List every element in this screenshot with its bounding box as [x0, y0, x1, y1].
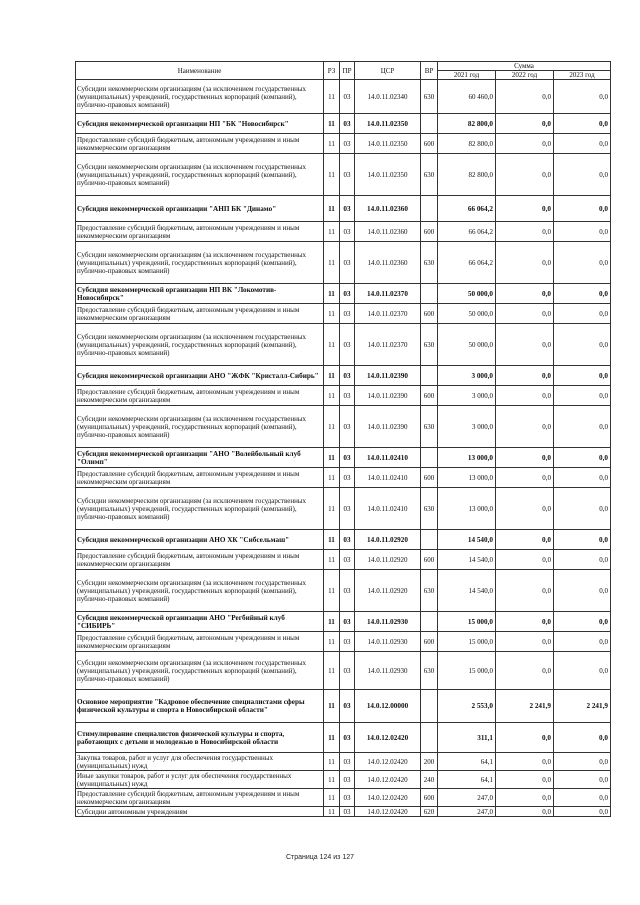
cell-csr: 14.0.11.02410 — [355, 448, 421, 468]
cell-name: Субсидия некоммерческой организации АНО ХК "Сибсельмаш" — [76, 530, 324, 550]
header-sum: Сумма — [438, 62, 611, 71]
cell-csr: 14.0.11.02410 — [355, 468, 421, 488]
table-row — [76, 196, 611, 222]
cell-rz: 11 — [324, 632, 340, 652]
cell-2022: 0,0 — [496, 324, 554, 366]
cell-vr: 600 — [421, 468, 438, 488]
cell-2021: 13 000,0 — [438, 488, 496, 530]
cell-name: Предоставление субсидий бюджетным, автономным учреждениям и иным некоммерческим организациям — [76, 632, 324, 652]
cell-2022: 0,0 — [496, 196, 554, 222]
cell-2021: 50 000,0 — [438, 324, 496, 366]
cell-name: Закупка товаров, работ и услуг для обеспечения государственных (муниципальных) нужд — [76, 753, 324, 771]
cell-pr: 03 — [340, 80, 355, 114]
cell-2021: 66 064,2 — [438, 242, 496, 284]
cell-pr: 03 — [340, 468, 355, 488]
cell-vr — [421, 612, 438, 632]
cell-rz: 11 — [324, 807, 340, 817]
cell-rz: 11 — [324, 324, 340, 366]
cell-pr: 03 — [340, 134, 355, 154]
cell-2021: 13 000,0 — [438, 468, 496, 488]
header-vr: ВР — [421, 62, 438, 80]
cell-pr: 03 — [340, 771, 355, 789]
cell-pr: 03 — [340, 114, 355, 134]
cell-vr: 600 — [421, 304, 438, 324]
cell-2023: 0,0 — [554, 468, 611, 488]
cell-2023: 0,0 — [554, 80, 611, 114]
table-row — [76, 468, 611, 488]
cell-2023: 0,0 — [554, 488, 611, 530]
cell-2023: 0,0 — [554, 324, 611, 366]
cell-csr: 14.0.11.02360 — [355, 196, 421, 222]
cell-csr: 14.0.11.02920 — [355, 530, 421, 550]
table-row — [76, 530, 611, 550]
cell-pr: 03 — [340, 807, 355, 817]
cell-2023: 0,0 — [554, 242, 611, 284]
cell-2021: 311,1 — [438, 723, 496, 753]
cell-csr: 14.0.12.02420 — [355, 789, 421, 807]
cell-2023: 0,0 — [554, 723, 611, 753]
cell-name: Субсидии некоммерческим организациям (за исключением государственных (муниципальных) учреждений, государственных корпораций (компаний), публично-правовых компаний) — [76, 80, 324, 114]
cell-2022: 0,0 — [496, 134, 554, 154]
cell-name: Предоставление субсидий бюджетным, автономным учреждениям и иным некоммерческим организациям — [76, 550, 324, 570]
cell-2022: 0,0 — [496, 488, 554, 530]
cell-pr: 03 — [340, 652, 355, 690]
table-row — [76, 807, 611, 817]
cell-2023: 0,0 — [554, 771, 611, 789]
cell-pr: 03 — [340, 386, 355, 406]
cell-2021: 64,1 — [438, 753, 496, 771]
table-header — [76, 62, 611, 80]
cell-vr: 600 — [421, 550, 438, 570]
cell-rz: 11 — [324, 690, 340, 723]
cell-rz: 11 — [324, 771, 340, 789]
cell-name: Субсидии некоммерческим организациям (за исключением государственных (муниципальных) учреждений, государственных корпораций (компаний), публично-правовых компаний) — [76, 242, 324, 284]
cell-2023: 0,0 — [554, 222, 611, 242]
page-footer: Страница 124 из 127 — [285, 854, 355, 861]
cell-2022: 0,0 — [496, 789, 554, 807]
table-row — [76, 406, 611, 448]
cell-2021: 82 800,0 — [438, 114, 496, 134]
cell-vr: 630 — [421, 324, 438, 366]
cell-name: Субсидия некоммерческой организации "АНП БК "Динамо" — [76, 196, 324, 222]
cell-rz: 11 — [324, 406, 340, 448]
cell-vr: 620 — [421, 807, 438, 817]
cell-rz: 11 — [324, 222, 340, 242]
cell-2022: 0,0 — [496, 222, 554, 242]
cell-pr: 03 — [340, 632, 355, 652]
cell-name: Предоставление субсидий бюджетным, автономным учреждениям и иным некоммерческим организациям — [76, 789, 324, 807]
cell-csr: 14.0.11.02930 — [355, 632, 421, 652]
cell-2023: 0,0 — [554, 284, 611, 304]
budget-table-sheet — [75, 61, 610, 817]
cell-2021: 66 064,2 — [438, 196, 496, 222]
cell-name: Предоставление субсидий бюджетным, автономным учреждениям и иным некоммерческим организациям — [76, 134, 324, 154]
cell-pr: 03 — [340, 753, 355, 771]
header-year-2021: 2021 год — [438, 71, 496, 80]
cell-vr: 600 — [421, 386, 438, 406]
cell-2021: 3 000,0 — [438, 366, 496, 386]
cell-pr: 03 — [340, 154, 355, 196]
cell-name: Иные закупки товаров, работ и услуг для обеспечения государственных (муниципальных) нужд — [76, 771, 324, 789]
header-csr: ЦСР — [355, 62, 421, 80]
cell-csr: 14.0.11.02390 — [355, 366, 421, 386]
cell-vr: 630 — [421, 406, 438, 448]
cell-vr: 630 — [421, 154, 438, 196]
cell-2021: 66 064,2 — [438, 222, 496, 242]
cell-pr: 03 — [340, 242, 355, 284]
table-row — [76, 690, 611, 723]
cell-pr: 03 — [340, 448, 355, 468]
cell-pr: 03 — [340, 196, 355, 222]
table-row — [76, 80, 611, 114]
cell-2023: 0,0 — [554, 789, 611, 807]
cell-rz: 11 — [324, 570, 340, 612]
cell-2021: 3 000,0 — [438, 406, 496, 448]
table-row — [76, 448, 611, 468]
cell-rz: 11 — [324, 448, 340, 468]
cell-csr: 14.0.11.02370 — [355, 324, 421, 366]
header-rz: РЗ — [324, 62, 340, 80]
cell-2021: 15 000,0 — [438, 612, 496, 632]
cell-2021: 247,0 — [438, 807, 496, 817]
cell-2023: 0,0 — [554, 448, 611, 468]
cell-rz: 11 — [324, 488, 340, 530]
cell-2022: 0,0 — [496, 468, 554, 488]
cell-vr — [421, 690, 438, 723]
cell-csr: 14.0.11.02360 — [355, 242, 421, 284]
cell-2023: 0,0 — [554, 807, 611, 817]
cell-vr: 200 — [421, 753, 438, 771]
cell-2022: 0,0 — [496, 807, 554, 817]
cell-rz: 11 — [324, 134, 340, 154]
cell-2022: 0,0 — [496, 753, 554, 771]
cell-2022: 0,0 — [496, 723, 554, 753]
cell-csr: 14.0.12.02420 — [355, 753, 421, 771]
cell-pr: 03 — [340, 488, 355, 530]
cell-2022: 0,0 — [496, 448, 554, 468]
cell-name: Субсидия некоммерческой организации АНО "ЖФК "Кристалл-Сибирь" — [76, 366, 324, 386]
cell-vr: 600 — [421, 222, 438, 242]
cell-csr: 14.0.11.02920 — [355, 550, 421, 570]
cell-2021: 3 000,0 — [438, 386, 496, 406]
cell-2022: 0,0 — [496, 530, 554, 550]
cell-rz: 11 — [324, 366, 340, 386]
header-year-2022: 2022 год — [496, 71, 554, 80]
cell-2022: 0,0 — [496, 406, 554, 448]
cell-rz: 11 — [324, 114, 340, 134]
cell-pr: 03 — [340, 690, 355, 723]
cell-name: Субсидии некоммерческим организациям (за исключением государственных (муниципальных) учреждений, государственных корпораций (компаний), публично-правовых компаний) — [76, 570, 324, 612]
cell-vr: 600 — [421, 134, 438, 154]
cell-2021: 50 000,0 — [438, 304, 496, 324]
cell-csr: 14.0.11.02370 — [355, 304, 421, 324]
cell-rz: 11 — [324, 789, 340, 807]
cell-csr: 14.0.12.02420 — [355, 771, 421, 789]
cell-rz: 11 — [324, 386, 340, 406]
table-row — [76, 753, 611, 771]
cell-2022: 0,0 — [496, 570, 554, 612]
cell-rz: 11 — [324, 304, 340, 324]
table-row — [76, 652, 611, 690]
cell-csr: 14.0.11.02930 — [355, 612, 421, 632]
cell-csr: 14.0.12.02420 — [355, 723, 421, 753]
table-row — [76, 324, 611, 366]
cell-2021: 13 000,0 — [438, 448, 496, 468]
cell-2021: 15 000,0 — [438, 652, 496, 690]
cell-2023: 0,0 — [554, 652, 611, 690]
cell-csr: 14.0.11.02350 — [355, 114, 421, 134]
cell-name: Предоставление субсидий бюджетным, автономным учреждениям и иным некоммерческим организациям — [76, 386, 324, 406]
table-row — [76, 366, 611, 386]
cell-2022: 0,0 — [496, 154, 554, 196]
cell-name: Субсидия некоммерческой организации АНО "Регбийный клуб "СИБИРЬ" — [76, 612, 324, 632]
cell-2023: 2 241,9 — [554, 690, 611, 723]
cell-2023: 0,0 — [554, 114, 611, 134]
table-row — [76, 386, 611, 406]
cell-2022: 0,0 — [496, 114, 554, 134]
cell-2021: 247,0 — [438, 789, 496, 807]
cell-pr: 03 — [340, 570, 355, 612]
cell-2023: 0,0 — [554, 550, 611, 570]
table-row — [76, 304, 611, 324]
cell-2022: 0,0 — [496, 80, 554, 114]
cell-rz: 11 — [324, 242, 340, 284]
cell-2021: 64,1 — [438, 771, 496, 789]
cell-2023: 0,0 — [554, 612, 611, 632]
cell-2023: 0,0 — [554, 304, 611, 324]
cell-2023: 0,0 — [554, 134, 611, 154]
cell-name: Субсидия некоммерческой организации НП ВК "Локомотив-Новосибирск" — [76, 284, 324, 304]
table-row — [76, 789, 611, 807]
cell-csr: 14.0.11.02370 — [355, 284, 421, 304]
cell-2023: 0,0 — [554, 386, 611, 406]
cell-pr: 03 — [340, 612, 355, 632]
cell-name: Субсидия некоммерческой организации НП "БК "Новосибирск" — [76, 114, 324, 134]
cell-2023: 0,0 — [554, 366, 611, 386]
cell-rz: 11 — [324, 652, 340, 690]
cell-2022: 0,0 — [496, 284, 554, 304]
table-row — [76, 154, 611, 196]
cell-name: Субсидии некоммерческим организациям (за исключением государственных (муниципальных) учреждений, государственных корпораций (компаний), публично-правовых компаний) — [76, 324, 324, 366]
cell-vr — [421, 448, 438, 468]
table-body — [76, 80, 611, 817]
cell-rz: 11 — [324, 530, 340, 550]
table-row — [76, 771, 611, 789]
table-row — [76, 114, 611, 134]
cell-name: Субсидии некоммерческим организациям (за исключением государственных (муниципальных) учреждений, государственных корпораций (компаний), публично-правовых компаний) — [76, 154, 324, 196]
cell-vr: 630 — [421, 570, 438, 612]
cell-name: Основное мероприятие "Кадровое обеспечение специалистами сферы физической культуры и спорта в Новосибирской области" — [76, 690, 324, 723]
cell-rz: 11 — [324, 723, 340, 753]
cell-csr: 14.0.11.02360 — [355, 222, 421, 242]
cell-2021: 82 800,0 — [438, 154, 496, 196]
table-row — [76, 632, 611, 652]
cell-2022: 0,0 — [496, 366, 554, 386]
cell-2021: 14 540,0 — [438, 530, 496, 550]
cell-rz: 11 — [324, 284, 340, 304]
cell-2021: 82 800,0 — [438, 134, 496, 154]
cell-2021: 60 460,0 — [438, 80, 496, 114]
cell-name: Предоставление субсидий бюджетным, автономным учреждениям и иным некоммерческим организациям — [76, 222, 324, 242]
cell-2023: 0,0 — [554, 154, 611, 196]
cell-pr: 03 — [340, 550, 355, 570]
cell-csr: 14.0.11.02350 — [355, 154, 421, 196]
header-year-2023: 2023 год — [554, 71, 611, 80]
cell-pr: 03 — [340, 284, 355, 304]
cell-vr — [421, 196, 438, 222]
cell-vr — [421, 723, 438, 753]
cell-rz: 11 — [324, 753, 340, 771]
header-name: Наименование — [76, 62, 324, 80]
cell-pr: 03 — [340, 366, 355, 386]
cell-csr: 14.0.11.02410 — [355, 488, 421, 530]
cell-csr: 14.0.11.02350 — [355, 134, 421, 154]
cell-2021: 2 553,0 — [438, 690, 496, 723]
cell-vr: 600 — [421, 632, 438, 652]
cell-rz: 11 — [324, 154, 340, 196]
cell-name: Субсидии некоммерческим организациям (за исключением государственных (муниципальных) учреждений, государственных корпораций (компаний), публично-правовых компаний) — [76, 652, 324, 690]
table-row — [76, 242, 611, 284]
cell-csr: 14.0.11.02390 — [355, 386, 421, 406]
table-row — [76, 222, 611, 242]
cell-rz: 11 — [324, 612, 340, 632]
cell-vr: 240 — [421, 771, 438, 789]
cell-name: Субсидии автономным учреждениям — [76, 807, 324, 817]
cell-rz: 11 — [324, 80, 340, 114]
cell-2022: 0,0 — [496, 771, 554, 789]
table-row — [76, 570, 611, 612]
cell-rz: 11 — [324, 196, 340, 222]
cell-name: Предоставление субсидий бюджетным, автономным учреждениям и иным некоммерческим организациям — [76, 304, 324, 324]
cell-2022: 0,0 — [496, 632, 554, 652]
cell-rz: 11 — [324, 468, 340, 488]
cell-csr: 14.0.11.02920 — [355, 570, 421, 612]
cell-pr: 03 — [340, 324, 355, 366]
cell-csr: 14.0.12.00000 — [355, 690, 421, 723]
header-pr: ПР — [340, 62, 355, 80]
cell-pr: 03 — [340, 723, 355, 753]
table-row — [76, 612, 611, 632]
cell-2021: 14 540,0 — [438, 550, 496, 570]
cell-vr: 630 — [421, 652, 438, 690]
cell-2023: 0,0 — [554, 753, 611, 771]
cell-2021: 15 000,0 — [438, 632, 496, 652]
cell-2022: 2 241,9 — [496, 690, 554, 723]
cell-pr: 03 — [340, 406, 355, 448]
table-row — [76, 134, 611, 154]
cell-name: Субсидии некоммерческим организациям (за исключением государственных (муниципальных) учреждений, государственных корпораций (компаний), публично-правовых компаний) — [76, 406, 324, 448]
cell-2022: 0,0 — [496, 612, 554, 632]
cell-vr — [421, 530, 438, 550]
cell-2022: 0,0 — [496, 242, 554, 284]
cell-2023: 0,0 — [554, 406, 611, 448]
cell-2022: 0,0 — [496, 652, 554, 690]
cell-vr: 630 — [421, 80, 438, 114]
cell-2022: 0,0 — [496, 550, 554, 570]
cell-vr: 630 — [421, 242, 438, 284]
cell-name: Предоставление субсидий бюджетным, автономным учреждениям и иным некоммерческим организациям — [76, 468, 324, 488]
cell-vr — [421, 114, 438, 134]
table-row — [76, 550, 611, 570]
cell-name: Стимулирование специалистов физической культуры и спорта, работающих с детьми и молодежью в Новосибирской области — [76, 723, 324, 753]
cell-pr: 03 — [340, 304, 355, 324]
cell-vr: 600 — [421, 789, 438, 807]
cell-csr: 14.0.12.02420 — [355, 807, 421, 817]
cell-pr: 03 — [340, 222, 355, 242]
cell-csr: 14.0.11.02340 — [355, 80, 421, 114]
cell-pr: 03 — [340, 789, 355, 807]
budget-table — [75, 61, 611, 817]
cell-2021: 14 540,0 — [438, 570, 496, 612]
table-row — [76, 723, 611, 753]
cell-2023: 0,0 — [554, 632, 611, 652]
table-row — [76, 488, 611, 530]
cell-2023: 0,0 — [554, 570, 611, 612]
cell-vr — [421, 366, 438, 386]
cell-vr: 630 — [421, 488, 438, 530]
cell-vr — [421, 284, 438, 304]
cell-2022: 0,0 — [496, 304, 554, 324]
table-row — [76, 284, 611, 304]
cell-2021: 50 000,0 — [438, 284, 496, 304]
cell-2022: 0,0 — [496, 386, 554, 406]
cell-2023: 0,0 — [554, 196, 611, 222]
cell-name: Субсидии некоммерческим организациям (за исключением государственных (муниципальных) учреждений, государственных корпораций (компаний), публично-правовых компаний) — [76, 488, 324, 530]
cell-csr: 14.0.11.02390 — [355, 406, 421, 448]
cell-rz: 11 — [324, 550, 340, 570]
cell-name: Субсидия некоммерческой организации "АНО "Волейбольный клуб "Олимп" — [76, 448, 324, 468]
cell-csr: 14.0.11.02930 — [355, 652, 421, 690]
cell-2023: 0,0 — [554, 530, 611, 550]
cell-pr: 03 — [340, 530, 355, 550]
